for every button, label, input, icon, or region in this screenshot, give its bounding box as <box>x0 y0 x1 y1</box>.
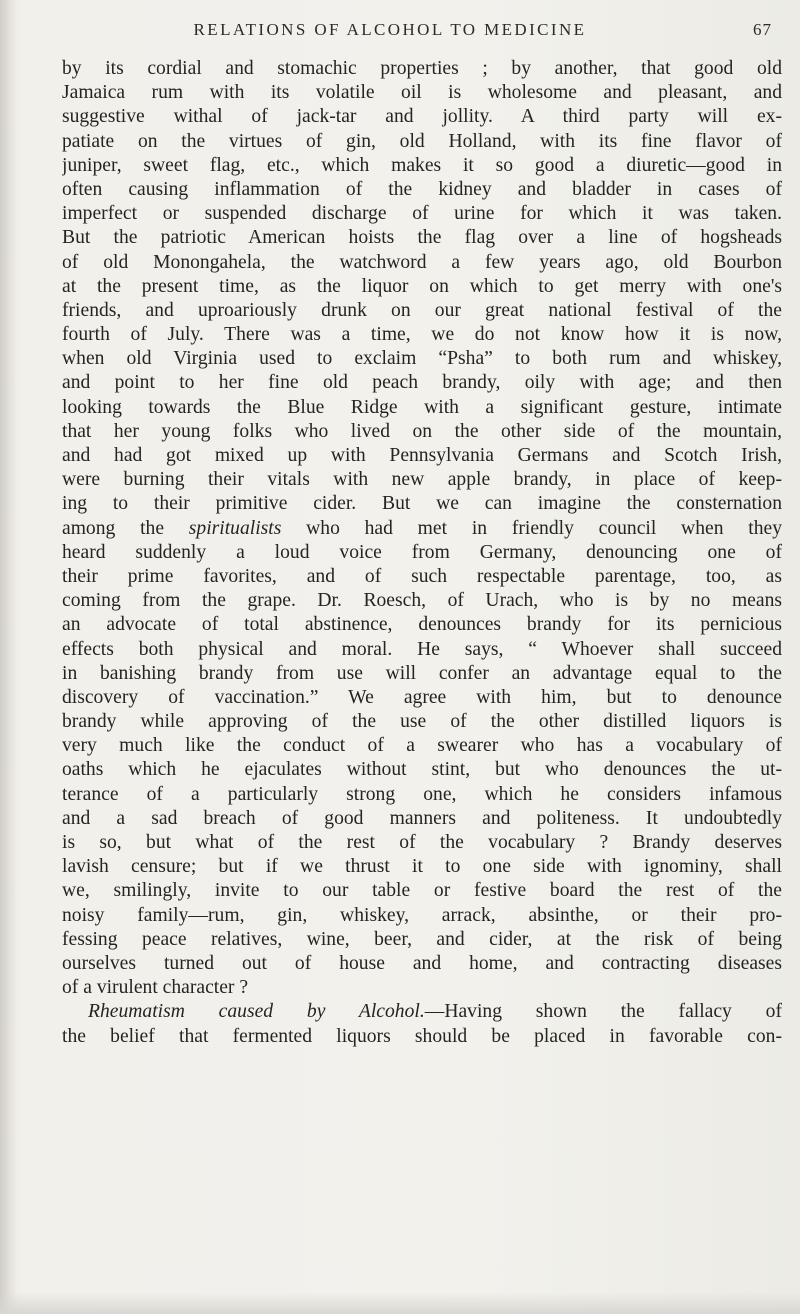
text-line: coming from the grape. Dr. Roesch, of Urach, who is by no means <box>62 590 782 612</box>
text-line: often causing inflammation of the kidney and bladder in cases of <box>62 178 782 200</box>
text-line: an advocate of total abstinence, denounces brandy for its pernicious <box>62 614 782 636</box>
text-line: terance of a particularly strong one, which he considers infamous <box>62 783 782 805</box>
text-line: were burning their vitals with new apple brandy, in place of keep- <box>62 469 782 491</box>
text-line: imperfect or suspended discharge of urine for which it was taken. <box>62 203 782 225</box>
section-heading-line <box>62 1000 782 1024</box>
text-line: suggestive withal of jack-tar and jollity. A third party will ex- <box>62 106 782 128</box>
text-span: among the <box>62 517 189 539</box>
text-line: and a sad breach of good manners and politeness. It undoubtedly <box>62 807 782 829</box>
text-line: But the patriotic American hoists the flag over a line of hogsheads <box>62 227 782 249</box>
text-line: Jamaica rum with its volatile oil is wholesome and pleasant, and <box>62 82 782 104</box>
text-line: brandy while approving of the use of the other distilled liquors is <box>62 711 782 733</box>
text-line: fessing peace relatives, wine, beer, and cider, at the risk of being <box>62 928 782 950</box>
text-line: we, smilingly, invite to our table or festive board the rest of the <box>62 880 782 902</box>
text-line: effects both physical and moral. He says, “ Whoever shall succeed <box>62 638 782 660</box>
text-line: noisy family—rum, gin, whiskey, arrack, absinthe, or their pro- <box>62 904 782 926</box>
binding-shadow <box>0 0 16 1314</box>
text-line: ourselves turned out of house and home, and contracting diseases <box>62 952 782 974</box>
text-line: their prime favorites, and of such respectable parentage, too, as <box>62 565 782 587</box>
text-line: patiate on the virtues of gin, old Holland, with its fine flavor of <box>62 130 782 152</box>
text-line: at the present time, as the liquor on which to get merry with one's <box>62 275 782 297</box>
text-line: and point to her fine old peach brandy, oily with age; and then <box>62 372 782 394</box>
text-span: —Having shown the fallacy of <box>424 1001 782 1023</box>
text-line: looking towards the Blue Ridge with a significant gesture, intimate <box>62 396 782 418</box>
body-text <box>62 57 782 1049</box>
text-line-with-italic <box>62 517 782 541</box>
text-line: that her young folks who lived on the other side of the mountain, <box>62 420 782 442</box>
text-line: friends, and uproariously drunk on our great national festival of the <box>62 299 782 321</box>
text-span: who had met in friendly council when they <box>281 517 782 539</box>
text-line: ing to their primitive cider. But we can imagine the consternation <box>62 493 782 515</box>
text-line: when old Virginia used to exclaim “Psha” to both rum and whiskey, <box>62 348 782 370</box>
text-line: by its cordial and stomachic properties ; by another, that good old <box>62 58 782 79</box>
section-heading: Rheumatism caused by Alcohol. <box>88 1001 425 1023</box>
page-number: 67 <box>753 20 772 39</box>
text-line: lavish censure; but if we thrust it to one side with ignominy, shall <box>62 856 782 878</box>
text-line: in banishing brandy from use will confer an advantage equal to the <box>62 662 782 684</box>
text-line: juniper, sweet flag, etc., which makes it so good a diuretic—good in <box>62 154 782 176</box>
text-line: the belief that fermented liquors should be placed in favorable con- <box>62 1025 782 1047</box>
text-line: is so, but what of the rest of the vocabulary ? Brandy deserves <box>62 832 782 853</box>
text-line: heard suddenly a loud voice from Germany, denouncing one of <box>62 541 782 563</box>
text-line: and had got mixed up with Pennsylvania Germans and Scotch Irish, <box>62 445 782 466</box>
text-line: fourth of July. There was a time, we do not know how it is now, <box>62 324 782 346</box>
text-line: of old Monongahela, the watchword a few years ago, old Bourbon <box>62 251 782 273</box>
text-line: oaths which he ejaculates without stint, but who denounces the ut- <box>62 759 782 781</box>
page-bottom-edge <box>0 1292 800 1314</box>
text-line: discovery of vaccination.” We agree with him, but to denounce <box>62 686 782 708</box>
running-head: RELATIONS OF ALCOHOL TO MEDICINE <box>193 20 587 39</box>
italic-term: spiritualists <box>188 517 282 539</box>
text-line: of a virulent character ? <box>62 977 249 999</box>
text-line: very much like the conduct of a swearer who has a vocabulary of <box>62 735 782 757</box>
